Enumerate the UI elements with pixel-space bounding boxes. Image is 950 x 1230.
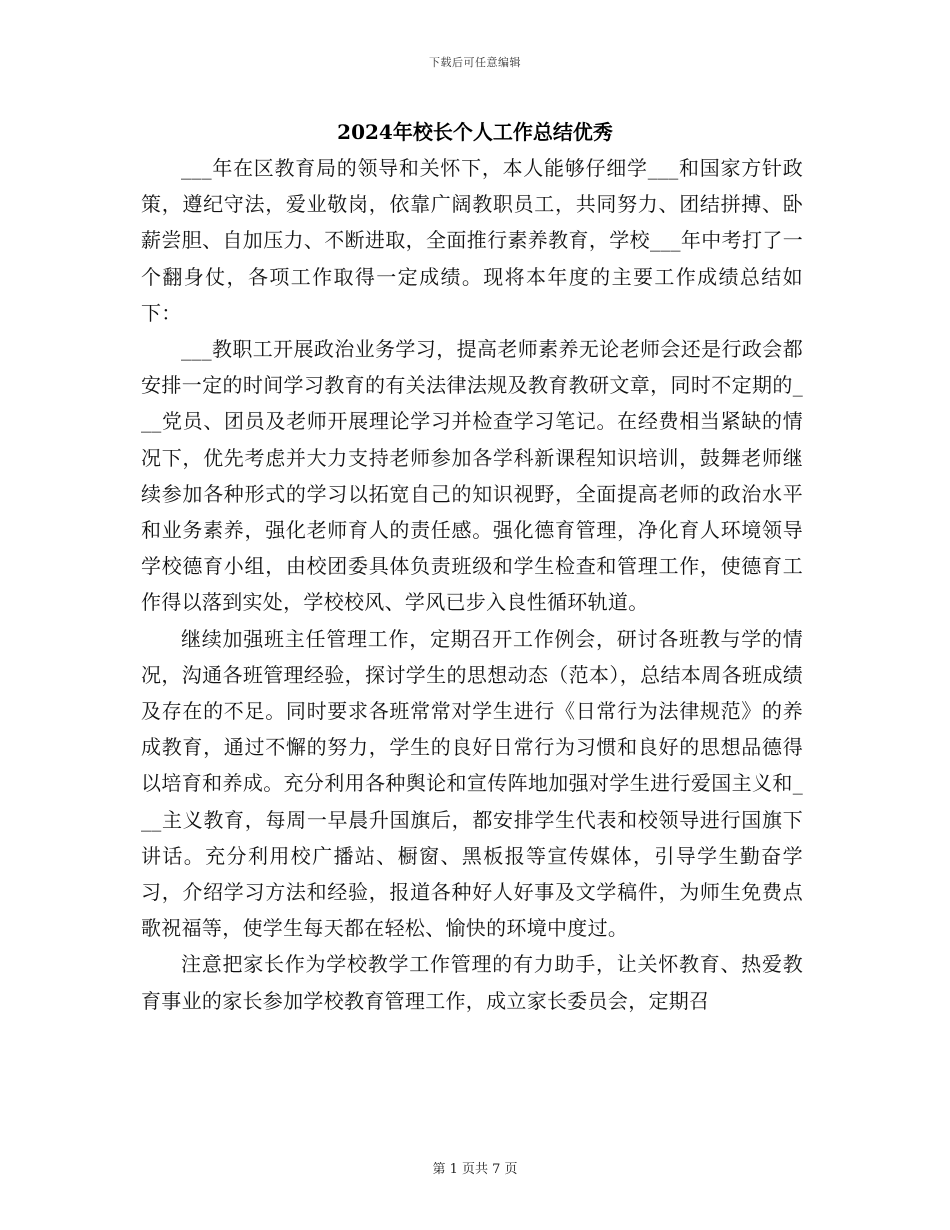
document-title: 2024年校长个人工作总结优秀 (337, 120, 613, 144)
paragraph-1: ___年在区教育局的领导和关怀下，本人能够仔细学___和国家方针政策，遵纪守法，爱业敬岗，依靠广阔教职员工，共同努力、团结拼搏、卧薪尝胆、自加压力、不断进取，全面推行素养教育，学校___年中考打了一个翻身仗，各项工作取得一定成绩。现将本年度的主要工作成绩总结如下： (141, 156, 803, 325)
document-body (141, 150, 803, 1019)
paragraph-4: 注意把家长作为学校教学工作管理的有力助手，让关怀教育、热爱教育事业的家长参加学校教育管理工作，成立家长委员会，定期召 (141, 952, 803, 1013)
paragraph-2: ___教职工开展政治业务学习，提高老师素养无论老师会还是行政会都安排一定的时间学习教育的有关法律法规及教育教研文章，同时不定期的___党员、团员及老师开展理论学习并检查学习笔记。在经费相当紧缺的情况下，优先考虑并大力支持老师参加各学科新课程知识培训，鼓舞老师继续参加各种形式的学习以拓宽自己的知识视野，全面提高老师的政治水平和业务素养，强化老师育人的责任感。强化德育管理，净化育人环境领导学校德育小组，由校团委具体负责班级和学生检查和管理工作，使德育工作得以落到实处，学校校风、学风已步入良性循环轨道。 (141, 337, 803, 615)
page-number: 第 1 页共 7 页 (432, 1162, 518, 1177)
download-note: 下载后可任意编辑 (429, 56, 521, 69)
paragraph-3: 继续加强班主任管理工作，定期召开工作例会，研讨各班教与学的情况，沟通各班管理经验，探讨学生的思想动态（范本），总结本周各班成绩及存在的不足。同时要求各班常常对学生进行《日常行为法律规范》的养成教育，通过不懈的努力，学生的良好日常行为习惯和良好的思想品德得以培育和养成。充分利用各种舆论和宣传阵地加强对学生进行爱国主义和___主义教育，每周一早晨升国旗后，都安排学生代表和校领导进行国旗下讲话。充分利用校广播站、橱窗、黑板报等宣传媒体，引导学生勤奋学习，介绍学习方法和经验，报道各种好人好事及文学稿件，为师生免费点歌祝福等，使学生每天都在轻松、愉快的环境中度过。 (141, 626, 803, 941)
